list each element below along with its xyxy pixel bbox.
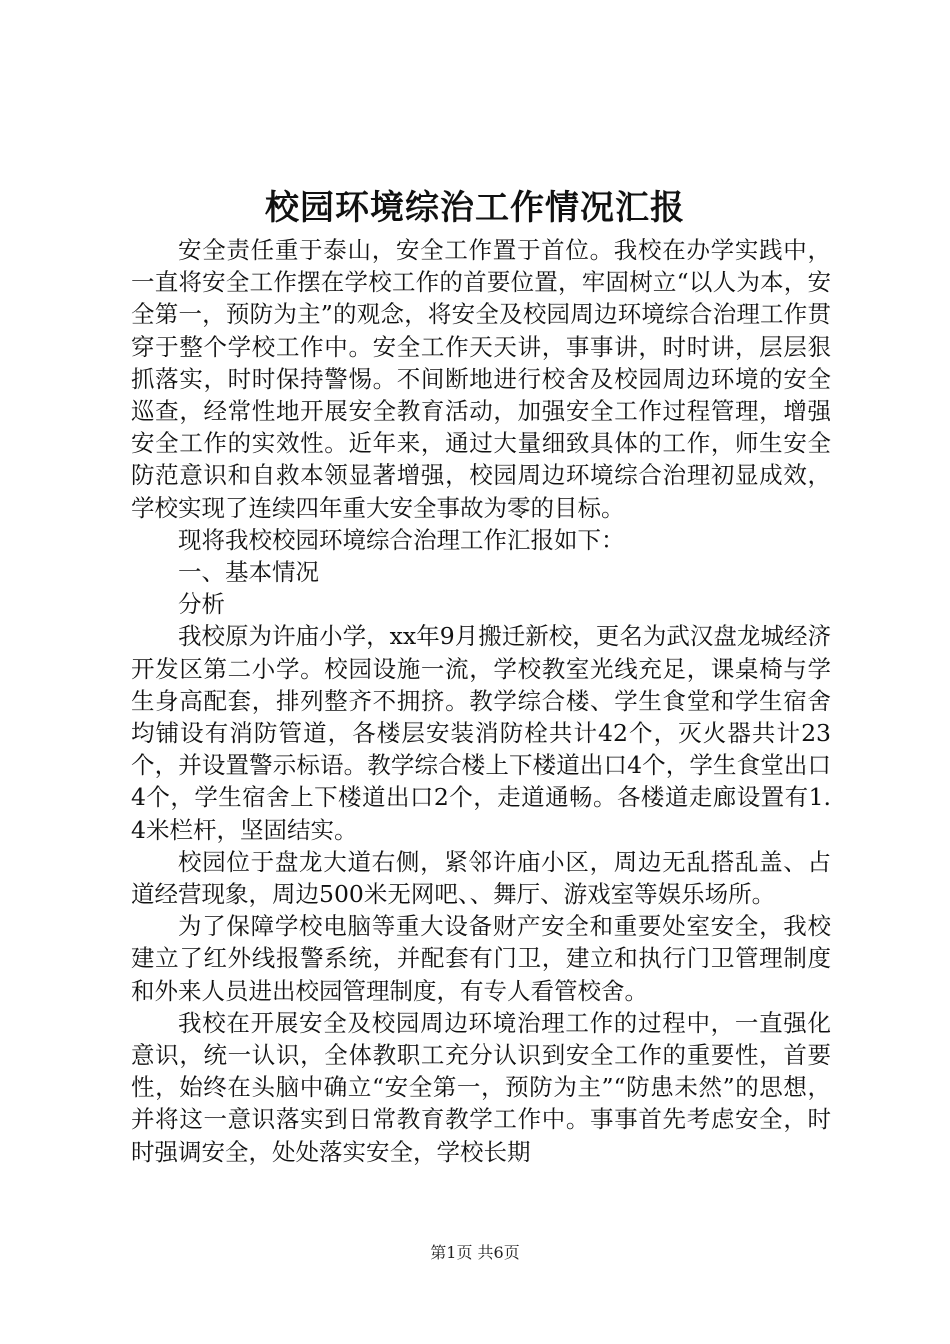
paragraph-security-system: 为了保障学校电脑等重大设备财产安全和重要处室安全，我校建立了红外线报警系统，并配套有门卫，建立和执行门卫管理制度和外来人员进出校园管理制度，有专人看管校舍。 (131, 912, 831, 1005)
section-heading-basic-situation: 一、基本情况 (178, 558, 319, 587)
paragraph-safety-awareness: 我校在开展安全及校园周边环境治理工作的过程中，一直强化意识，统一认识，全体教职工充分认识到安全工作的重要性，首要性，始终在头脑中确立“安全第一，预防为主”“防患未然”的思想，并将这一意识落实到日常教育教学工作中。事事首先考虑安全，时时强调安全，处处落实安全，学校长期 (131, 1008, 831, 1166)
paragraph-intro: 安全责任重于泰山，安全工作置于首位。我校在办学实践中，一直将安全工作摆在学校工作的首要位置，牢固树立“以人为本，安全第一，预防为主”的观念，将安全及校园周边环境综合治理工作贯穿于整个学校工作中。安全工作天天讲，事事讲，时时讲，层层狠抓落实，时时保持警惕。不间断地进行校舍及校园周边环境的安全巡查，经常性地开展安全教育活动，加强安全工作过程管理，增强安全工作的实效性。近年来，通过大量细致具体的工作，师生安全防范意识和自救本领显著增强，校园周边环境综合治理初显成效，学校实现了连续四年重大安全事故为零的目标。 (131, 236, 831, 522)
page-footer: 第1页 共6页 (430, 1243, 520, 1262)
paragraph-report-lead: 现将我校校园环境综合治理工作汇报如下： (178, 525, 625, 554)
paragraph-school-facilities: 我校原为许庙小学，xx年9月搬迁新校，更名为武汉盘龙城经济开发区第二小学。校园设施一流，学校教室光线充足，课桌椅与学生身高配套，排列整齐不拥挤。教学综合楼、学生食堂和学生宿舍均铺设有消防管道，各楼层安装消防栓共计42个，灭火器共计23个，并设置警示标语。教学综合楼上下楼道出口4个，学生食堂出口4个，学生宿舍上下楼道出口2个，走道通畅。各楼道走廊设置有1.4米栏杆，坚固结实。 (131, 622, 831, 844)
section-subheading-analysis: 分析 (178, 590, 225, 619)
document-body (131, 234, 831, 1168)
paragraph-school-location: 校园位于盘龙大道右侧，紧邻许庙小区，周边无乱搭乱盖、占道经营现象，周边500米无网吧、、舞厅、游戏室等娱乐场所。 (131, 847, 831, 909)
document-title: 校园环境综治工作情况汇报 (265, 188, 685, 228)
